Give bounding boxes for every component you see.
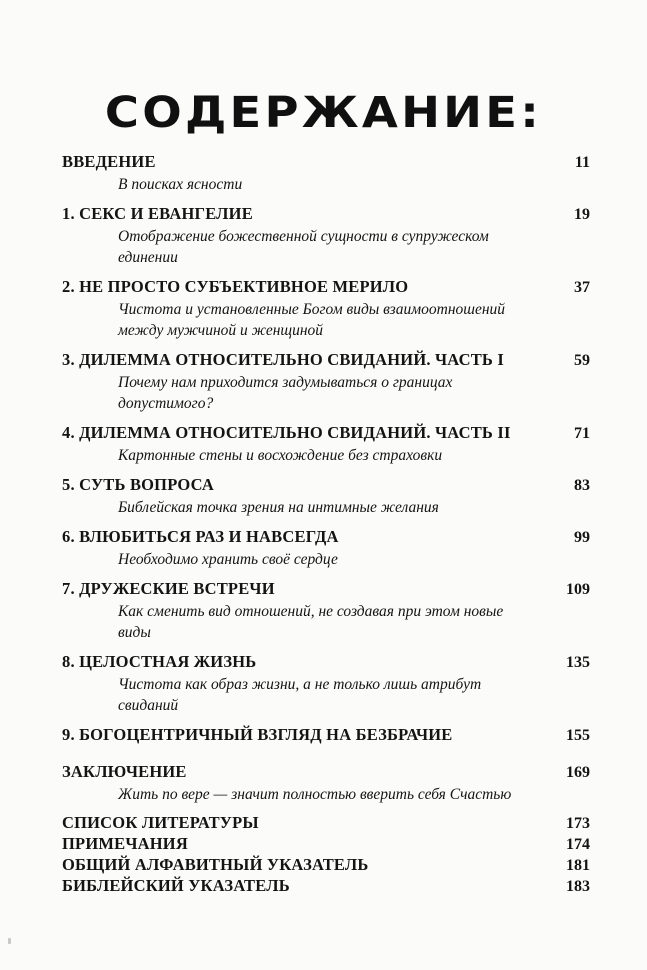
toc-entry-subtitle: Чистота как образ жизни, а не только лишь атрибут свиданий	[118, 676, 482, 714]
toc-entry-subtitle: Картонные стены и восхождение без страховки	[118, 447, 443, 464]
toc-entry-chapter-2	[62, 276, 590, 341]
toc-entry-chapter-3	[62, 349, 590, 414]
toc-entry-subtitle: Необходимо хранить своё сердце	[118, 551, 338, 568]
toc-entry-page: 83	[574, 477, 590, 494]
toc-entry-title: 3. ДИЛЕММА ОТНОСИТЕЛЬНО СВИДАНИЙ. ЧАСТЬ I	[62, 350, 504, 369]
toc-entry-page: 155	[566, 727, 590, 744]
toc-entry-page: 71	[574, 425, 590, 442]
toc-entry-title: 2. НЕ ПРОСТО СУБЪЕКТИВНОЕ МЕРИЛО	[62, 277, 409, 296]
toc-entry-title: ПРИМЕЧАНИЯ	[62, 834, 188, 853]
toc-entry-chapter-8	[62, 651, 590, 716]
toc-entry-title: 7. ДРУЖЕСКИЕ ВСТРЕЧИ	[62, 579, 275, 598]
toc-entry-chapter-6	[62, 526, 590, 570]
toc-entry-subtitle: Библейская точка зрения на интимные желания	[118, 499, 439, 516]
toc-entry-page: 99	[574, 529, 590, 546]
toc-entry-title: СПИСОК ЛИТЕРАТУРЫ	[62, 813, 259, 832]
toc-entry-general-index	[62, 854, 590, 875]
toc-entry-title: 6. ВЛЮБИТЬСЯ РАЗ И НАВСЕГДА	[62, 527, 339, 546]
toc-entry-chapter-7	[62, 578, 590, 643]
toc-entry-title: 8. ЦЕЛОСТНАЯ ЖИЗНЬ	[62, 652, 257, 671]
toc-entry-page: 37	[574, 279, 590, 296]
toc-entry-page: 59	[574, 352, 590, 369]
toc-entry-subtitle: Почему нам приходится задумываться о границах допустимого?	[118, 374, 453, 412]
toc-entry-page: 181	[566, 857, 590, 874]
toc-entry-subtitle: Жить по вере — значит полностью вверить себя Счастью	[118, 786, 512, 803]
toc-entry-title: ВВЕДЕНИЕ	[62, 152, 156, 171]
toc-entry-page: 109	[566, 581, 590, 598]
toc-entry-page: 11	[574, 154, 590, 171]
toc-entry-page: 174	[566, 836, 590, 853]
table-of-contents	[62, 151, 590, 813]
toc-entry-subtitle: Отображение божественной сущности в супружеском единении	[118, 228, 489, 266]
toc-entry-chapter-5	[62, 474, 590, 518]
toc-entry-chapter-9	[62, 724, 590, 747]
toc-entry-title: БИБЛЕЙСКИЙ УКАЗАТЕЛЬ	[62, 876, 290, 895]
toc-entry-title: 4. ДИЛЕММА ОТНОСИТЕЛЬНО СВИДАНИЙ. ЧАСТЬ II	[62, 423, 511, 442]
toc-entry-bibliography	[62, 812, 590, 833]
toc-entry-page: 169	[566, 764, 590, 781]
toc-entry-title: 1. СЕКС И ЕВАНГЕЛИЕ	[62, 204, 253, 223]
toc-entry-subtitle: Как сменить вид отношений, не создавая при этом новые виды	[118, 603, 504, 641]
toc-entry-scripture-index	[62, 875, 590, 896]
toc-entry-title: ОБЩИЙ АЛФАВИТНЫЙ УКАЗАТЕЛЬ	[62, 855, 369, 874]
toc-entry-page: 183	[566, 878, 590, 895]
toc-entry-page: 135	[566, 654, 590, 671]
toc-entry-introduction	[62, 151, 590, 195]
toc-entry-chapter-4	[62, 422, 590, 466]
scan-speck	[8, 938, 11, 944]
toc-entry-conclusion	[62, 761, 590, 805]
toc-entry-notes	[62, 833, 590, 854]
toc-entry-title: 5. СУТЬ ВОПРОСА	[62, 475, 215, 494]
toc-entry-page: 19	[574, 206, 590, 223]
toc-entry-subtitle: Чистота и установленные Богом виды взаимоотношений между мужчиной и женщиной	[118, 301, 506, 339]
toc-entry-page: 173	[566, 815, 590, 832]
back-matter-list	[62, 812, 590, 896]
contents-heading: СОДЕРЖАНИЕ:	[104, 88, 543, 138]
toc-entry-chapter-1	[62, 203, 590, 268]
toc-entry-title: ЗАКЛЮЧЕНИЕ	[62, 762, 187, 781]
toc-entry-subtitle: В поисках ясности	[118, 176, 243, 193]
toc-entry-title: 9. БОГОЦЕНТРИЧНЫЙ ВЗГЛЯД НА БЕЗБРАЧИЕ	[62, 725, 453, 744]
